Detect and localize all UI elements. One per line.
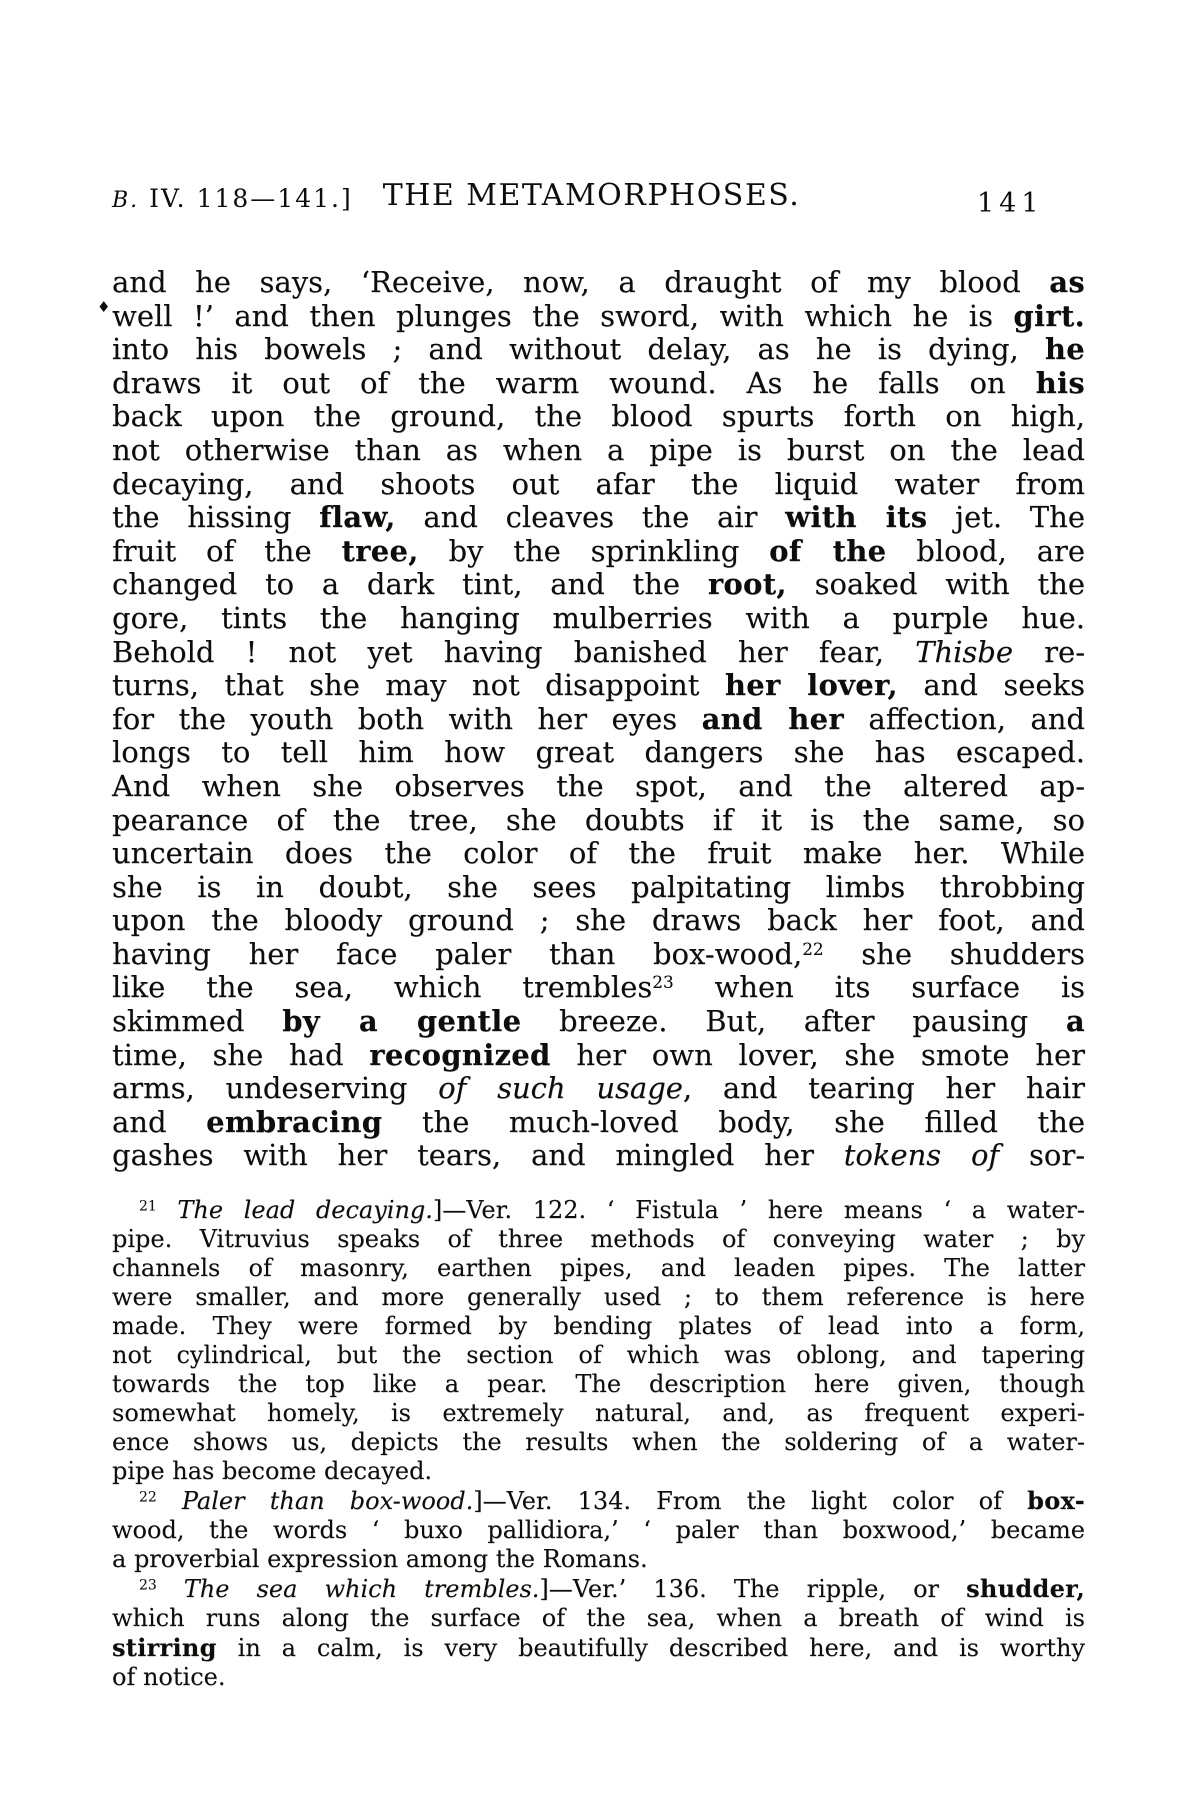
text-line: not cylindrical, but the section of which was oblong, and tapering: [112, 1341, 1085, 1369]
text-line: back upon the ground, the blood spurts forth on high,: [112, 399, 1085, 434]
text-line: uncertain does the color of the fruit make her. While: [112, 836, 1085, 871]
text-line: into his bowels ; and without delay, as he is dying, he: [112, 332, 1085, 367]
text-line: and he says, ‘Receive, now, a draught of my blood as: [112, 265, 1085, 299]
text-line: turns, that she may not disappoint her lover, and seeks: [112, 668, 1085, 703]
text-line: of notice.: [112, 1663, 226, 1691]
text-line: pipe. Vitruvius speaks of three methods of conveying water ; by: [112, 1225, 1085, 1253]
text-line: not otherwise than as when a pipe is burst on the lead: [112, 432, 1085, 467]
text-line: $^{23}$ The sea which trembles.]—Ver.’ 136. The ripple, or shudder,: [139, 1574, 1085, 1603]
text-line: decaying, and shoots out afar the liquid water from: [112, 466, 1085, 501]
text-line: gore, tints the hanging mulberries with a purple hue.: [112, 600, 1085, 635]
text-line: the hissing flaw, and cleaves the air with its jet. The: [112, 500, 1085, 535]
page-number: 141: [977, 188, 1044, 219]
text-line: channels of masonry, earthen pipes, and leaden pipes. The latter: [112, 1254, 1085, 1282]
text-line: longs to tell him how great dangers she has escaped.: [112, 735, 1085, 770]
verse-range: IV. 118—141.]: [139, 184, 353, 213]
text-line: she is in doubt, she sees palpitating limbs throbbing: [112, 869, 1085, 904]
text-line: towards the top like a pear. The description here given, though: [112, 1370, 1085, 1398]
text-line: time, she had recognized her own lover, she smote her: [112, 1037, 1085, 1072]
text-line: arms, undeserving of such usage, and tearing her hair: [112, 1071, 1085, 1106]
text-line: for the youth both with her eyes and her affection, and: [112, 701, 1085, 736]
footnotes: [112, 1196, 1085, 1692]
text-line: having her face paler than box-wood,$^{22}$ she shudders: [112, 936, 1086, 971]
text-line: stirring in a calm, is very beautifully described here, and is worthy: [112, 1633, 1085, 1662]
text-line: changed to a dark tint, and the root, soaked with the: [112, 567, 1085, 602]
text-line: made. They were formed by bending plates of lead into a form,: [112, 1312, 1085, 1340]
text-line: skimmed by a gentle breeze. But, after pausing a: [112, 1004, 1085, 1039]
text-line: wood, the words ‘ buxo pallidiora,’ ‘ paler than boxwood,’ became: [112, 1516, 1085, 1544]
text-line: somewhat homely, is extremely natural, and, as frequent experi-: [112, 1399, 1085, 1427]
running-header: [0, 178, 1183, 222]
text-line: $^{21}$ The lead decaying.]—Ver. 122. ‘ Fistula ’ here means ‘ a water-: [139, 1196, 1085, 1224]
text-line: were smaller, and more generally used ; to them reference is here: [112, 1283, 1085, 1311]
text-line: draws it out of the warm wound. As he falls on his: [112, 365, 1085, 400]
text-line: pipe has become decayed.: [112, 1457, 433, 1485]
page-title: THE METAMORPHOSES.: [382, 178, 801, 213]
text-line: Behold ! not yet having banished her fear, Thisbe re-: [112, 634, 1085, 669]
text-line: $^{22}$ Paler than box-wood.]—Ver. 134. From the light color of box-: [139, 1486, 1085, 1515]
text-line: gashes with her tears, and mingled her tokens of sor-: [112, 1138, 1085, 1173]
text-line: upon the bloody ground ; she draws back her foot, and: [112, 903, 1085, 938]
text-line: which runs along the surface of the sea, when a breath of wind is: [112, 1604, 1085, 1632]
text-line: and embracing the much-loved body, she filled the: [112, 1104, 1086, 1139]
text-line: And when she observes the spot, and the altered ap-: [112, 768, 1085, 803]
text-line: a proverbial expression among the Romans.: [112, 1545, 648, 1573]
text-line: fruit of the tree, by the sprinkling of the blood, are: [112, 533, 1086, 568]
text-line: well !’ and then plunges the sword, with which he is girt.: [112, 298, 1085, 333]
book-abbrev: B.: [112, 188, 140, 213]
margin-mark: ♦: [97, 298, 111, 316]
text-line: like the sea, which trembles$^{23}$ when its surface is: [112, 970, 1085, 1005]
text-line: ence shows us, depicts the results when the soldering of a water-: [112, 1428, 1085, 1456]
body-text: [112, 266, 1085, 1173]
text-line: pearance of the tree, she doubts if it is the same, so: [112, 802, 1085, 837]
